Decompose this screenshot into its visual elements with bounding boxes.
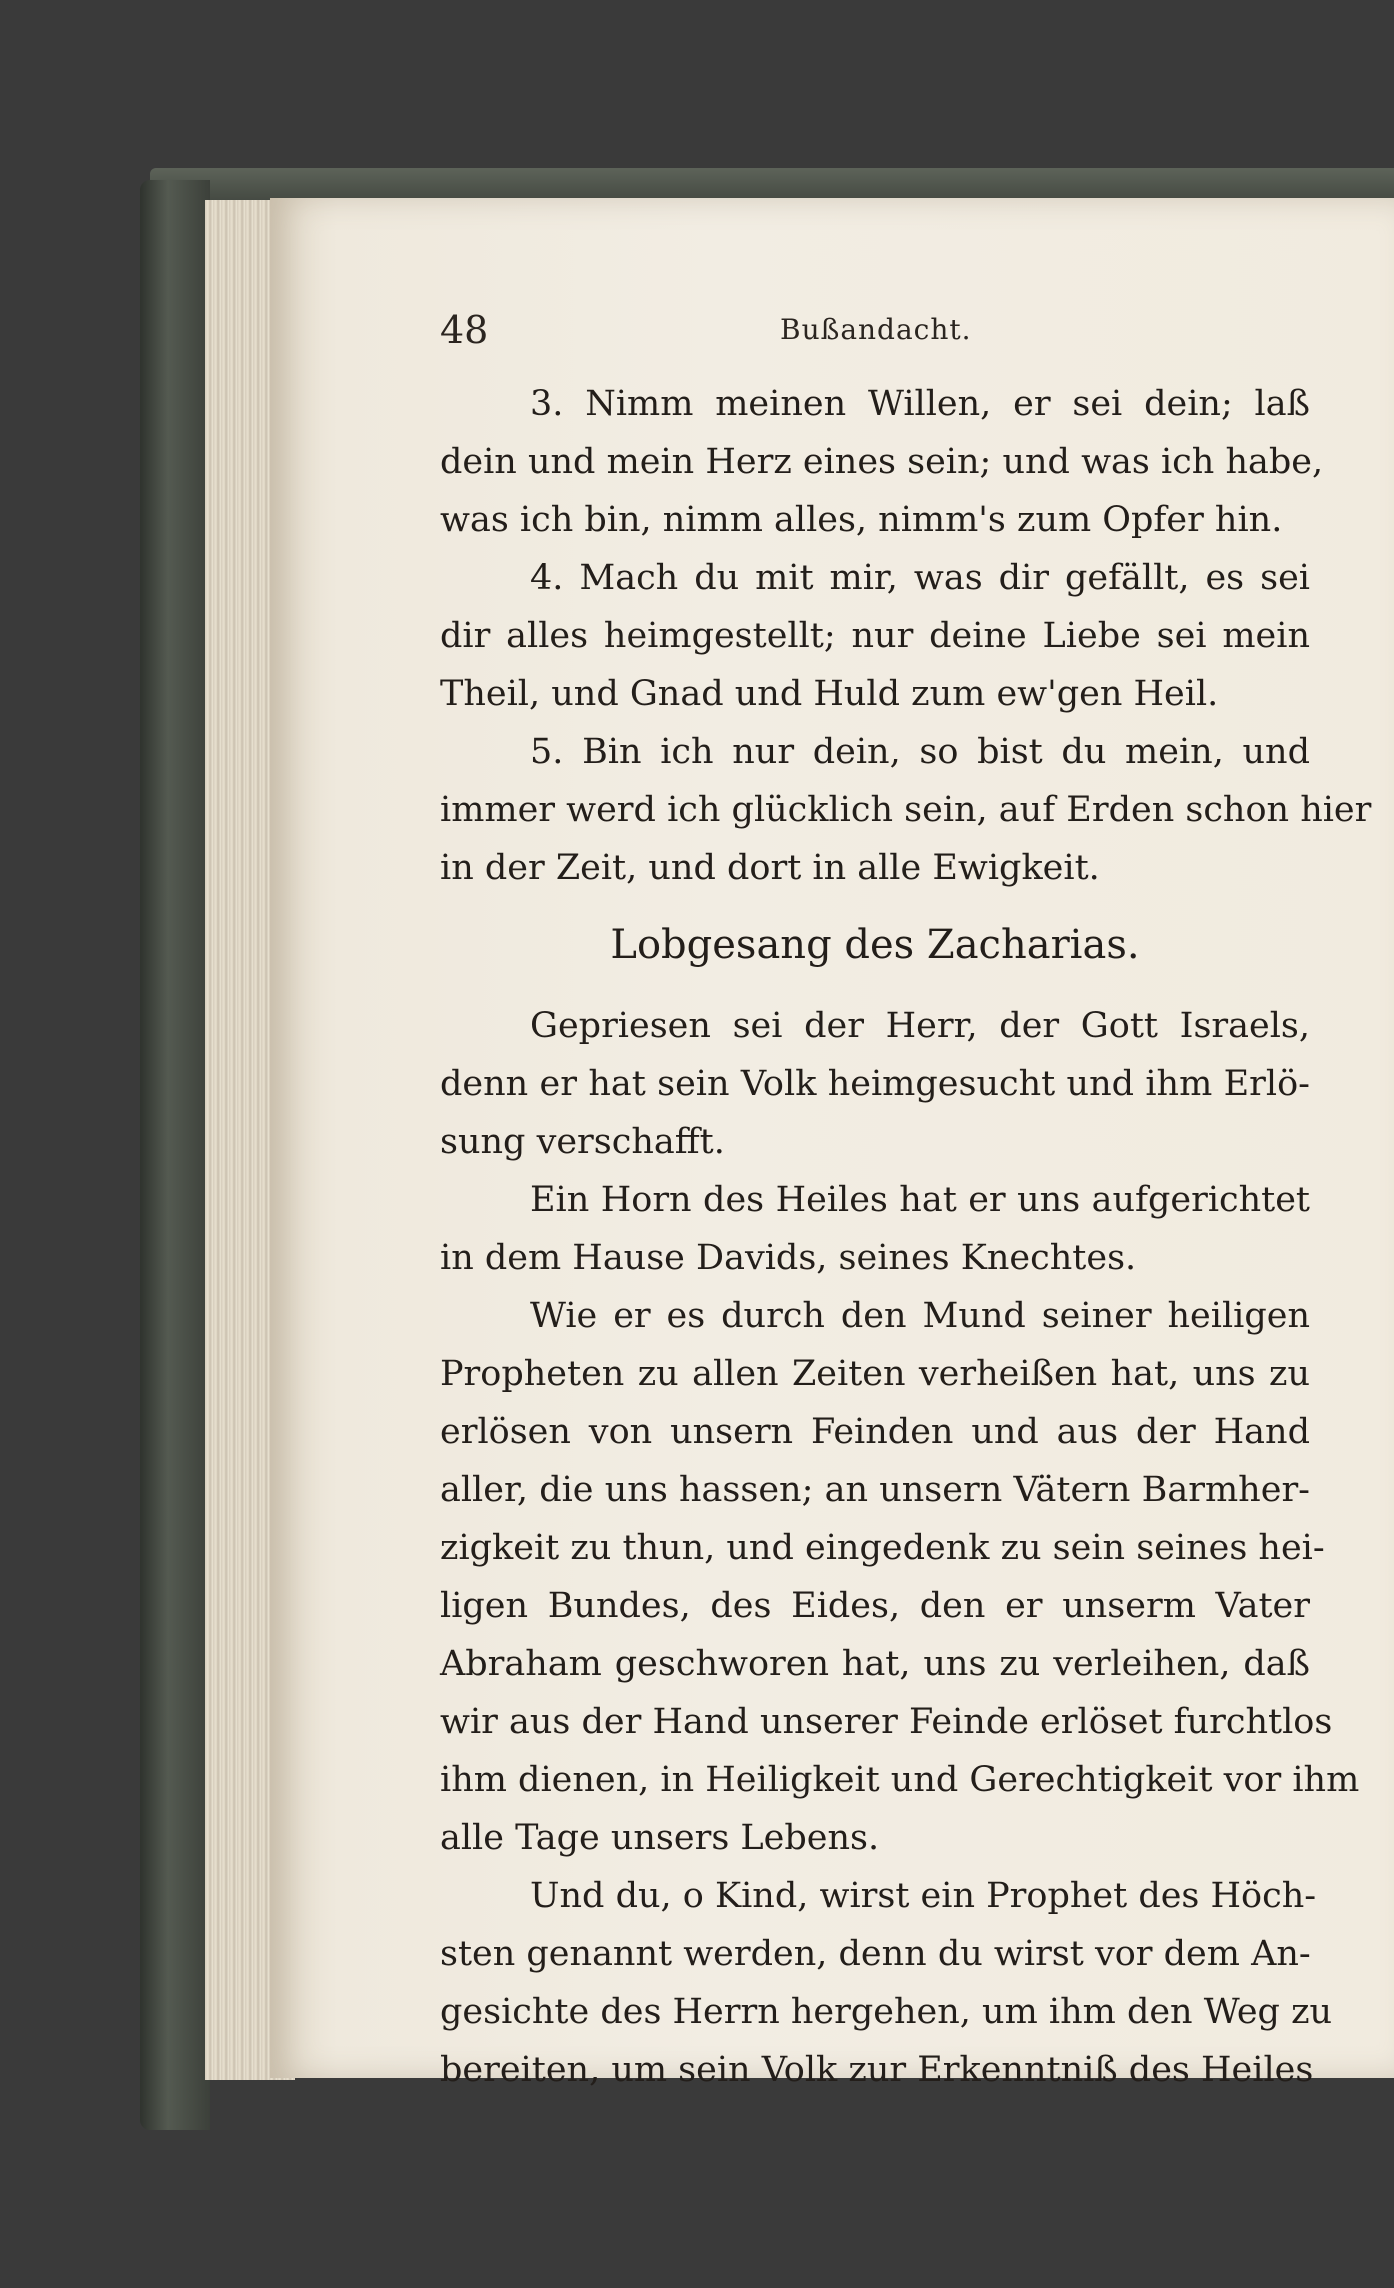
- text-line: gesichte des Herrn hergehen, um ihm den Weg zu: [440, 1992, 1333, 2032]
- section-heading: Lobgesang des Zacharias.: [610, 922, 1140, 968]
- text-line: Theil, und Gnad und Huld zum ew'gen Heil.: [440, 674, 1219, 714]
- text-line: wir aus der Hand unserer Feinde erlöset furchtlos: [440, 1702, 1333, 1742]
- text-line: Ein Horn des Heiles hat er uns aufgerichtet: [530, 1180, 1310, 1220]
- text-line: immer werd ich glücklich sein, auf Erden schon hier: [440, 790, 1372, 830]
- paragraph: [440, 1867, 1333, 2099]
- text-line: erlösen von unsern Feinden und aus der Hand: [440, 1412, 1310, 1452]
- text-line: dir alles heimgestellt; nur deine Liebe sei mein: [440, 616, 1310, 656]
- stanza: [440, 375, 1324, 549]
- text-line: zigkeit zu thun, und eingedenk zu sein seines hei-: [440, 1528, 1325, 1568]
- text-line: aller, die uns hassen; an unsern Vätern Barmher-: [440, 1470, 1310, 1510]
- page-text: [440, 375, 1372, 2099]
- paragraph: [440, 997, 1310, 1171]
- text-line: denn er hat sein Volk heimgesucht und ihm Erlö-: [440, 1064, 1310, 1104]
- text-line: ligen Bundes, des Eides, den er unserm Vater: [440, 1586, 1310, 1626]
- text-line: dein und mein Herz eines sein; und was ich habe,: [440, 442, 1324, 482]
- stanza: [440, 723, 1372, 897]
- text-line: in der Zeit, und dort in alle Ewigkeit.: [440, 848, 1100, 888]
- running-title: Bußandacht.: [780, 313, 972, 346]
- text-line: in dem Hause Davids, seines Knechtes.: [440, 1238, 1137, 1278]
- text-line: Und du, o Kind, wirst ein Prophet des Höch-: [530, 1876, 1317, 1916]
- book-cover-spine: [140, 180, 210, 2130]
- text-line: Wie er es durch den Mund seiner heiligen: [530, 1296, 1310, 1336]
- text-line: Propheten zu allen Zeiten verheißen hat, uns zu: [440, 1354, 1310, 1394]
- text-line: 4. Mach du mit mir, was dir gefällt, es sei: [530, 558, 1310, 598]
- paragraph: [440, 1171, 1310, 1287]
- page-header: [440, 300, 1310, 360]
- text-line: alle Tage unsers Lebens.: [440, 1818, 880, 1858]
- text-line: Abraham geschworen hat, uns zu verleihen, daß: [440, 1644, 1310, 1684]
- paragraph: [440, 1287, 1360, 1867]
- text-line: sung verschafft.: [440, 1122, 725, 1162]
- text-line: sten genannt werden, denn du wirst vor dem An-: [440, 1934, 1311, 1974]
- text-line: bereiten, um sein Volk zur Erkenntniß des Heiles: [440, 2050, 1314, 2090]
- stanza: [440, 549, 1310, 723]
- page-number: 48: [440, 308, 489, 352]
- text-line: ihm dienen, in Heiligkeit und Gerechtigkeit vor ihm: [440, 1760, 1360, 1800]
- text-line: Gepriesen sei der Herr, der Gott Israels,: [530, 1006, 1310, 1046]
- text-line: was ich bin, nimm alles, nimm's zum Opfer hin.: [440, 500, 1283, 540]
- text-line: 3. Nimm meinen Willen, er sei dein; laß: [530, 384, 1310, 424]
- text-line: 5. Bin ich nur dein, so bist du mein, und: [530, 732, 1310, 772]
